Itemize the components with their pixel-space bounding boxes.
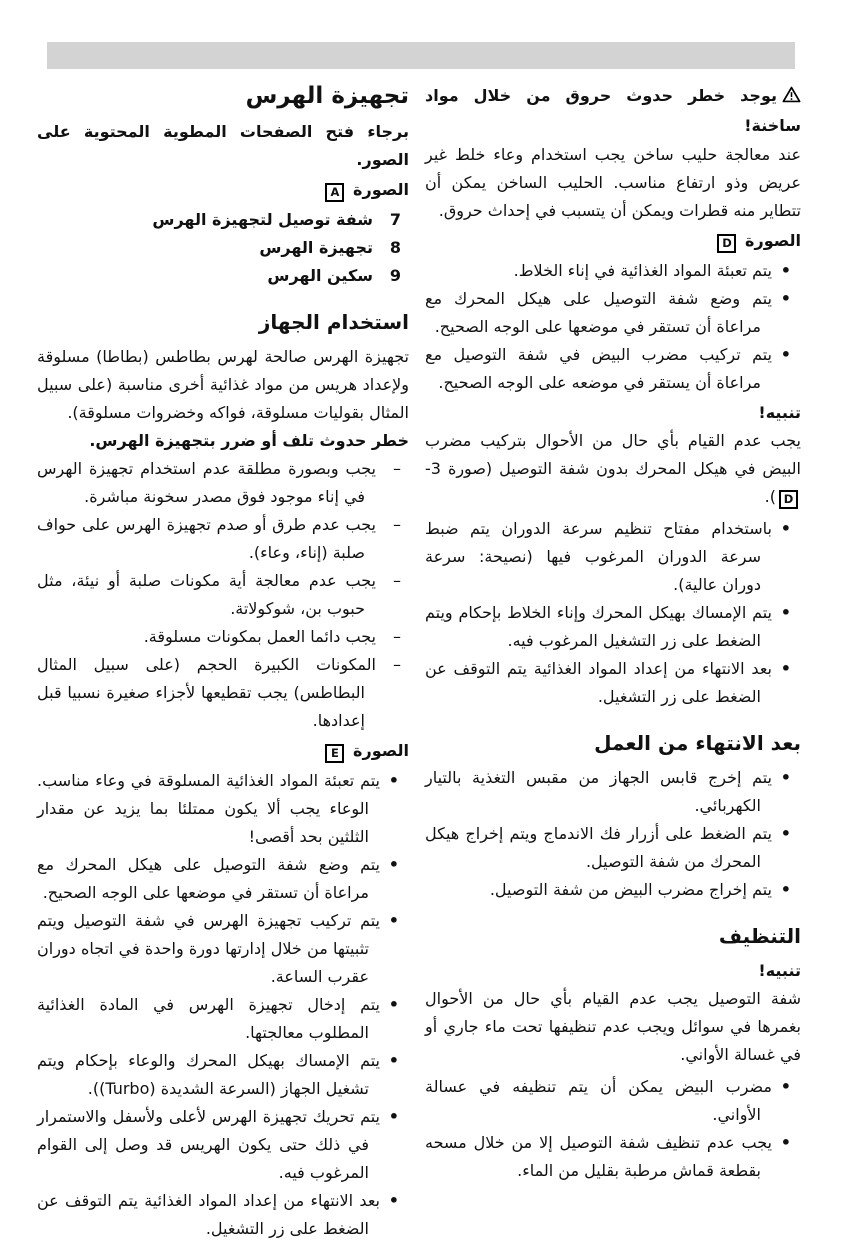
- bullet-list-operation: [425, 515, 801, 711]
- cleaning-notice-label: تنبيه!: [758, 961, 801, 980]
- part-item: [37, 234, 409, 262]
- bullet-item: • يتم تحريك تجهيزة الهرس لأعلى ولأسفل والاستمرار في ذلك حتى يكون الهريس قد وصل إلى القوام المرغوب فيه.: [37, 1103, 409, 1187]
- part-item: [37, 262, 409, 290]
- figure-letter-box-d-inline: D: [779, 490, 798, 509]
- bullet-list-figure-e: [37, 767, 409, 1243]
- dash-list-warnings: [37, 455, 409, 735]
- part-number: 8: [389, 238, 401, 257]
- figure-letter-box-a: A: [325, 183, 344, 202]
- bullet-list-cleaning: [425, 1073, 801, 1185]
- page-title: تجهيزة الهرس: [245, 83, 409, 109]
- warning-paragraph: عند معالجة حليب ساخن يجب استخدام وعاء خلط غير عريض وذو ارتفاع مناسب. الحليب الساخن يمكن أن تتطاير منه قطرات ويمكن أن يتسبب في إحداث حروق.: [425, 145, 801, 220]
- dash-item: – يجب وبصورة مطلقة عدم استخدام تجهيزة الهرس في إناء موجود فوق مصدر سخونة مباشرة.: [37, 455, 409, 511]
- notice-text-after: ).: [764, 487, 776, 506]
- dash-item: – يجب عدم معالجة أية مكونات صلبة أو نيئة، مثل حبوب بن، شوكولاتة.: [37, 567, 409, 623]
- bullet-item: • يتم تركيب تجهيزة الهرس في شفة التوصيل ويتم تثبيتها من خلال إدارتها دورة واحدة في اتجاه دوران عقرب الساعة.: [37, 907, 409, 991]
- bullet-item: • مضرب البيض يمكن أن يتم تنظيفه في عسالة الأواني.: [425, 1073, 801, 1129]
- bullet-item: • يجب عدم تنظيف شفة التوصيل إلا من خلال مسحه بقطعة قماش مرطبة بقليل من الماء.: [425, 1129, 801, 1185]
- dash-item: – يجب عدم طرق أو صدم تجهيزة الهرس على حواف صلبة (إناء، وعاء).: [37, 511, 409, 567]
- warning-triangle-icon: [782, 84, 801, 112]
- intro-bold-line: برجاء فتح الصفحات المطوية المحتوية على الصور.: [37, 122, 409, 169]
- part-number: 9: [389, 266, 401, 285]
- cleaning-paragraph: شفة التوصيل يجب عدم القيام بأي حال من الأحوال بغمرها في سوائل ويجب عدم تنظيفها تحت ماء جاري أو في غسالة الأواني.: [425, 989, 801, 1064]
- usage-paragraph: تجهيزة الهرس صالحة لهرس بطاطس (بطاطا) مسلوقة ولإعداد هريس من مواد غذائية أخرى مناسبة (على سبيل المثال بقوليات مسلوقة، فواكه وخضروات مسلوقة).: [37, 347, 409, 422]
- bullet-item: • يتم تعبئة المواد الغذائية المسلوقة في وعاء مناسب. الوعاء يجب ألا يكون ممتلئا بما يزيد عن مقدار الثلثين بحد أقصى!: [37, 767, 409, 851]
- part-label: تجهيزة الهرس: [259, 238, 373, 257]
- warning-heading-text: يوجد خطر حدوث حروق من خلال مواد ساخنة!: [425, 86, 801, 135]
- notice-label: تنبيه!: [758, 403, 801, 422]
- figure-ref-e: [37, 737, 409, 765]
- bullet-list-figure-d: [425, 257, 801, 397]
- part-item: [37, 206, 409, 234]
- bullet-item: • بعد الانتهاء من إعداد المواد الغذائية يتم التوقف عن الضغط على زر التشغيل.: [425, 655, 801, 711]
- bullet-list-after-work: [425, 764, 801, 904]
- figure-letter-box-d: D: [717, 234, 736, 253]
- bullet-item: • يتم تركيب مضرب البيض في شفة التوصيل مع مراعاة أن يستقر في موضعه على الوجه الصحيح.: [425, 341, 801, 397]
- part-label: شفة توصيل لتجهيزة الهرس: [152, 210, 373, 229]
- figure-ref-a-label: الصورة: [353, 180, 409, 199]
- bullet-item: • بعد الانتهاء من إعداد المواد الغذائية يتم التوقف عن الضغط على زر التشغيل.: [37, 1187, 409, 1243]
- figure-ref-a: [37, 176, 409, 204]
- dash-item: – المكونات الكبيرة الحجم (على سبيل المثال البطاطس) يجب تقطيعها لأجزاء صغيرة نسبيا قبل إعدادها.: [37, 651, 409, 735]
- right-column: [425, 82, 801, 1243]
- danger-bold-line: خطر حدوث تلف أو ضرر بتجهيزة الهرس.: [89, 431, 409, 450]
- section-heading-cleaning: التنظيف: [718, 924, 801, 948]
- bullet-item: • يتم وضع شفة التوصيل على هيكل المحرك مع مراعاة أن تستقر في موضعها على الوجه الصحيح.: [37, 851, 409, 907]
- section-heading-usage: استخدام الجهاز: [258, 310, 409, 334]
- warning-heading: [425, 82, 801, 140]
- bullet-item: • يتم إدخال تجهيزة الهرس في المادة الغذائية المطلوب معالجتها.: [37, 991, 409, 1047]
- bullet-item: • يتم إخرج قابس الجهاز من مقبس التغذية بالتيار الكهربائي.: [425, 764, 801, 820]
- section-heading-after-work: بعد الانتهاء من العمل: [594, 731, 801, 755]
- bullet-item: • يتم إخراج مضرب البيض من شفة التوصيل.: [425, 876, 801, 904]
- bullet-item: • يتم الإمساك بهيكل المحرك والوعاء بإحكام ويتم تشغيل الجهاز (السرعة الشديدة (Turbo)).: [37, 1047, 409, 1103]
- bullet-item: • يتم الضغط على أزرار فك الاندماج ويتم إخراج هيكل المحرك من شفة التوصيل.: [425, 820, 801, 876]
- figure-ref-d-label: الصورة: [745, 231, 801, 250]
- notice-paragraph: [425, 427, 801, 511]
- left-column: [37, 82, 409, 1243]
- figure-letter-box-e: E: [325, 744, 344, 763]
- bullet-item: • يتم تعبئة المواد الغذائية في إناء الخلاط.: [425, 257, 801, 285]
- bullet-item: • يتم وضع شفة التوصيل على هيكل المحرك مع مراعاة أن تستقر في موضعها على الوجه الصحيح.: [425, 285, 801, 341]
- bullet-item: • باستخدام مفتاح تنظيم سرعة الدوران يتم ضبط سرعة الدوران المرغوب فيها (نصيحة: سرعة دوران عالية).: [425, 515, 801, 599]
- figure-ref-e-label: الصورة: [353, 741, 409, 760]
- parts-list: [37, 206, 409, 290]
- dash-item: – يجب دائما العمل بمكونات مسلوقة.: [37, 623, 409, 651]
- part-label: سكين الهرس: [267, 266, 373, 285]
- figure-ref-d: [425, 227, 801, 255]
- two-column-layout: [37, 82, 801, 1243]
- notice-text-before: يجب عدم القيام بأي حال من الأحوال بتركيب مضرب البيض في هيكل المحرك بدون شفة التوصيل (صورة 3-: [425, 431, 801, 478]
- page-header-bar: [47, 42, 795, 69]
- bullet-item: • يتم الإمساك بهيكل المحرك وإناء الخلاط بإحكام ويتم الضغط على زر التشغيل المرغوب فيه.: [425, 599, 801, 655]
- part-number: 7: [389, 210, 401, 229]
